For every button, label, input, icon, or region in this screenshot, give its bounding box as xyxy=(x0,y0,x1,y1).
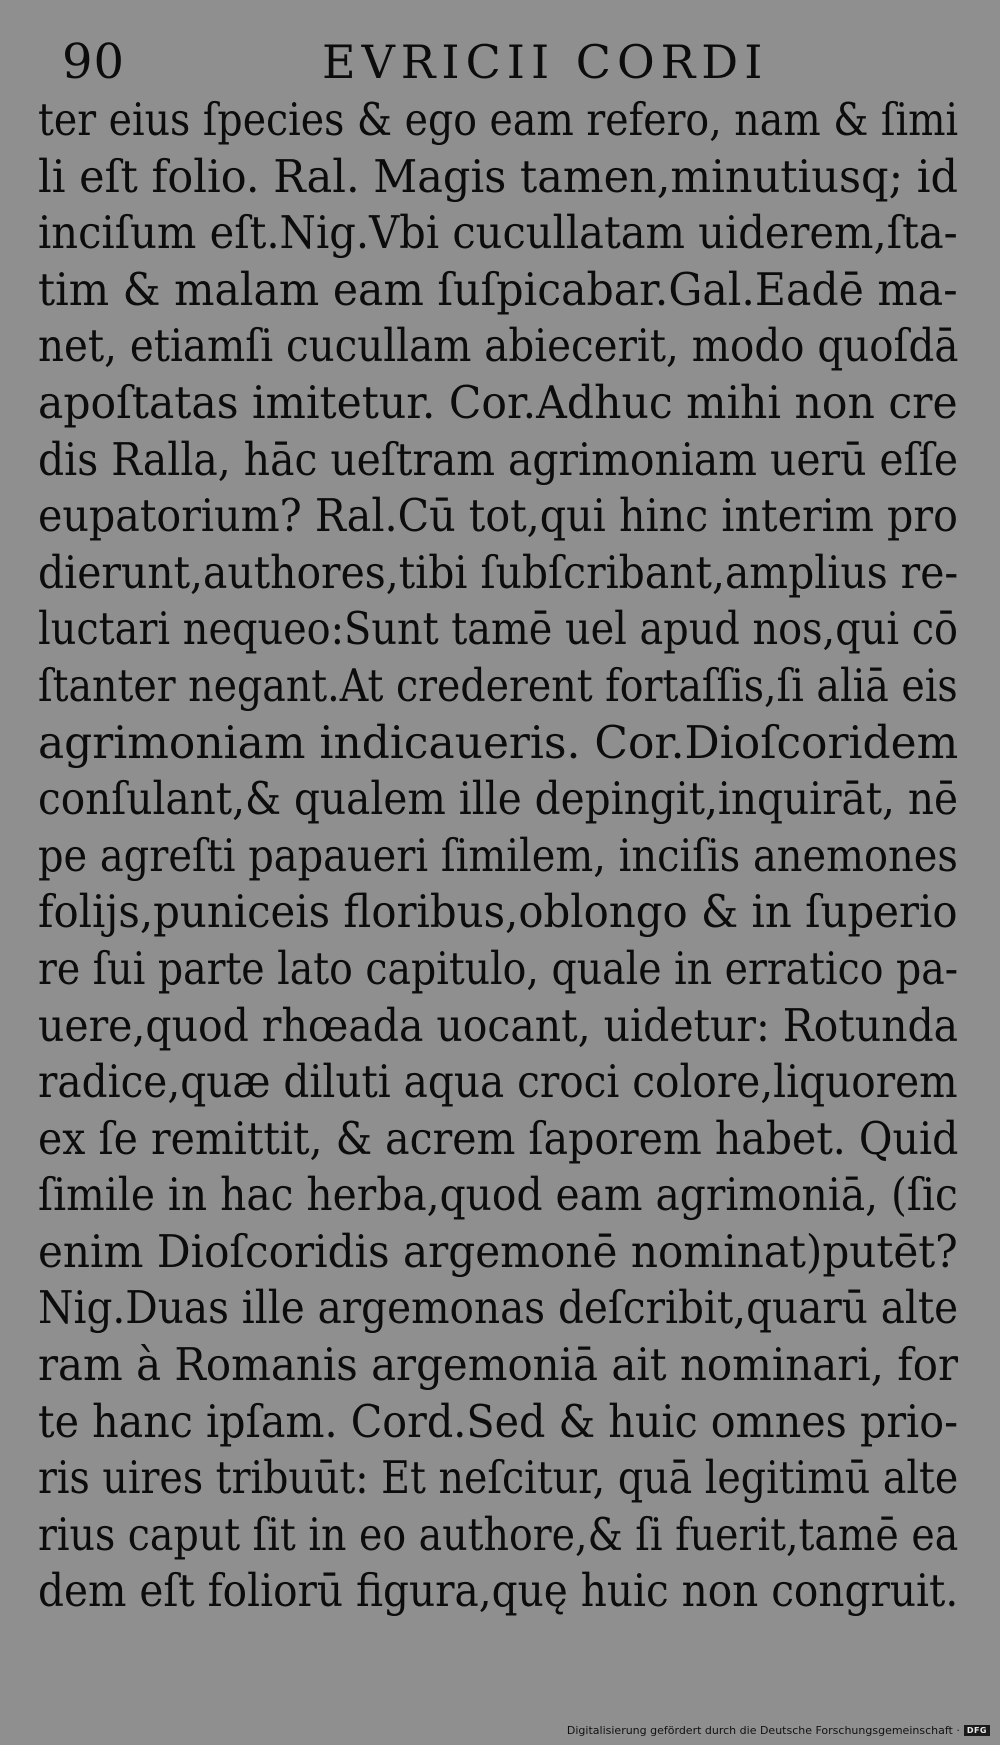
text-line: pe agreſti papaueri ſimilem, inciſis anemones xyxy=(38,828,958,882)
text-line: tim & malam eam ſuſpicabar.Gal.Eadē ma- xyxy=(38,262,958,316)
text-line: Nig.Duas ille argemonas deſcribit,quarū alte xyxy=(38,1281,959,1335)
text-line: ſimile in hac herba,quod eam agrimoniā, (ſic xyxy=(38,1168,958,1222)
text-line: te hanc ipſam. Cord.Sed & huic omnes prio- xyxy=(38,1394,958,1448)
text-line: ram à Romanis argemoniā ait nominari, for xyxy=(38,1338,959,1392)
text-line: li eſt folio. Ral. Magis tamen,minutiusq; id xyxy=(38,149,958,203)
text-line: apoſtatas imitetur. Cor.Adhuc mihi non cre xyxy=(38,375,958,429)
text-line: ſtanter negant.At crederent fortaſſis,ſi aliā eis xyxy=(38,658,958,712)
text-line: net, etiamſi cucullam abiecerit, modo quoſdā xyxy=(38,319,959,373)
text-line: rius caput ſit in eo authore,& ſi fuerit,tamē ea xyxy=(38,1507,959,1561)
text-line: re ſui parte lato capitulo, quale in erratico pa- xyxy=(38,941,959,995)
text-line: luctari nequeo:Sunt tamē uel apud nos,qui cō xyxy=(38,602,958,656)
text-line: eupatorium? Ral.Cū tot,qui hinc interim pro xyxy=(38,489,958,543)
text-line: ris uires tribuūt: Et neſcitur, quā legitimū alte xyxy=(38,1451,959,1505)
page-number: 90 xyxy=(62,34,126,90)
text-line: uere,quod rhœada uocant, uidetur: Rotunda xyxy=(38,998,959,1052)
body-text xyxy=(38,92,958,1620)
text-line: dis Ralla, hāc ueſtram agrimoniam uerū eſſe xyxy=(38,432,959,486)
text-line: dierunt,authores,tibi ſubſcribant,amplius re- xyxy=(38,545,959,599)
running-head: EVRICII CORDI xyxy=(322,35,769,89)
text-line: conſulant,& qualem ille depingit,inquirāt, nē xyxy=(38,772,958,826)
text-line: ter eius ſpecies & ego eam refero, nam & ſimi xyxy=(38,93,959,146)
text-line: ex ſe remittit, & acrem ſaporem habet. Quid xyxy=(38,1111,959,1165)
text-line: enim Dioſcoridis argemonē nominat)putēt? xyxy=(38,1224,958,1278)
dfg-logo: DFG xyxy=(964,1725,990,1736)
text-line: folijs,puniceis floribus,oblongo & in ſuperio xyxy=(38,885,958,939)
text-line: radice,quæ diluti aqua croci colore,liquorem xyxy=(38,1055,958,1109)
text-line: dem eſt foliorū figura,quę huic non congruit. xyxy=(38,1564,959,1618)
page-header xyxy=(62,34,942,90)
text-line: inciſum eſt.Nig.Vbi cucullatam uiderem,ſta- xyxy=(38,206,958,260)
text-line: agrimoniam indicaueris. Cor.Dioſcoridem xyxy=(38,715,959,769)
digitization-credit xyxy=(567,1724,990,1737)
credit-text: Digitalisierung gefördert durch die Deutsche Forschungsgemeinschaft · xyxy=(566,1724,960,1737)
